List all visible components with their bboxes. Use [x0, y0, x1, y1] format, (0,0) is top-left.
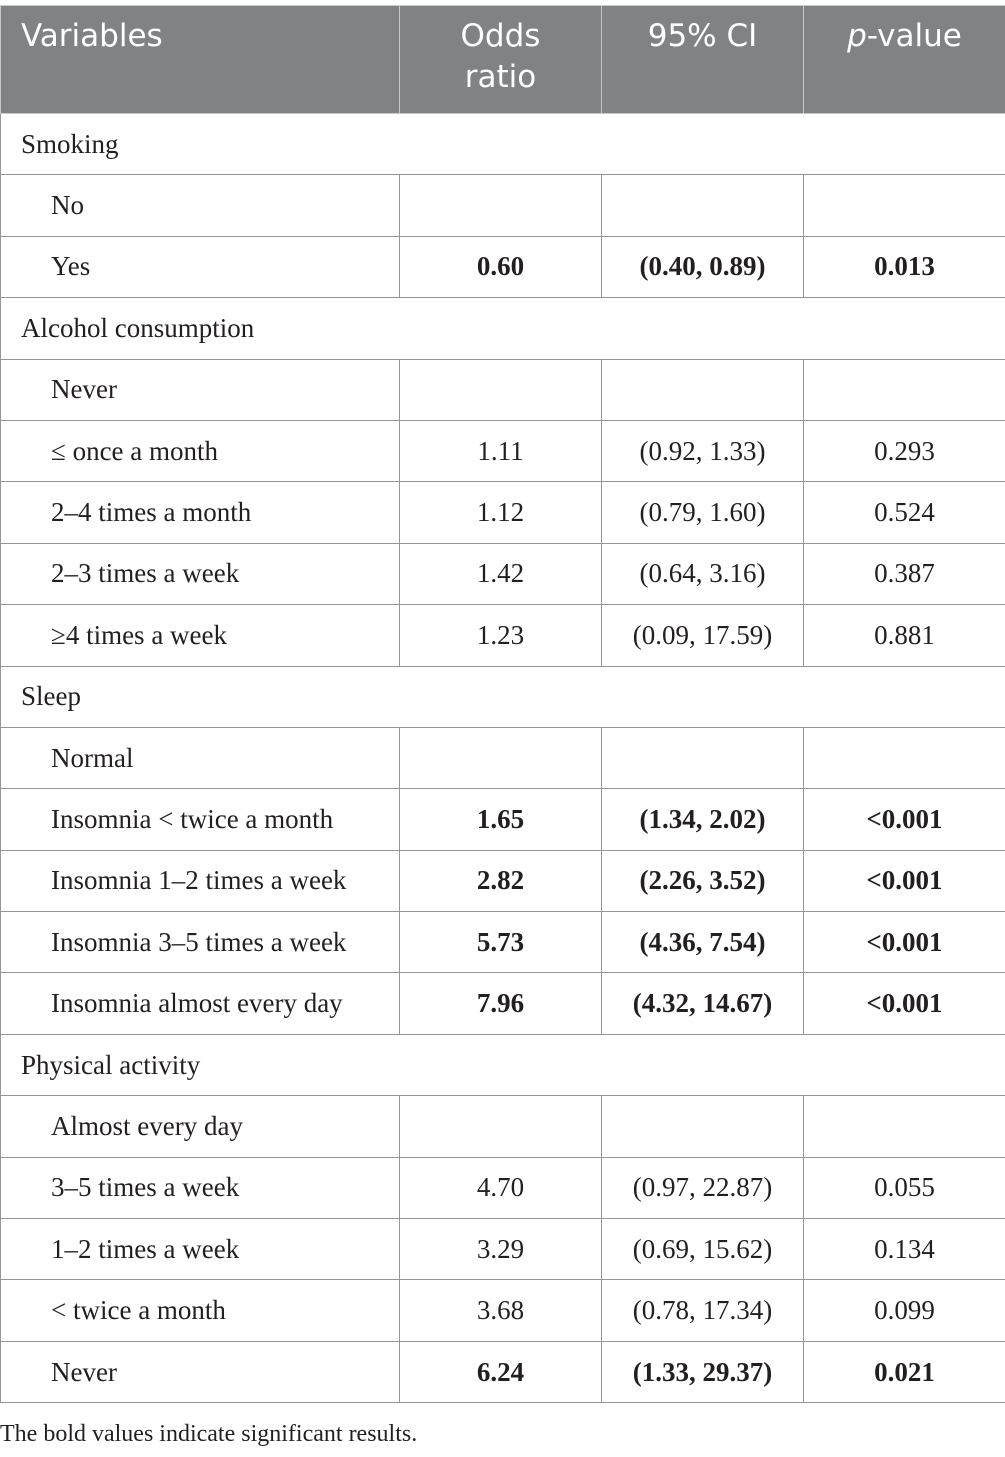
row-label: Never [1, 1341, 400, 1402]
row-label: Normal [1, 727, 400, 788]
odds-ratio-cell [400, 1096, 602, 1157]
ci-cell: (0.69, 15.62) [602, 1219, 804, 1280]
header-p-italic: p [847, 18, 867, 54]
ci-cell: (1.33, 29.37) [602, 1341, 804, 1402]
table-row [1, 1157, 1005, 1218]
p-value-cell: 0.524 [804, 482, 1005, 543]
p-value-cell: 0.387 [804, 543, 1005, 604]
group-row [1, 1034, 1005, 1095]
p-value-cell: 0.881 [804, 605, 1005, 666]
ci-cell: (0.78, 17.34) [602, 1280, 804, 1341]
table-row [1, 973, 1005, 1034]
row-label: 3–5 times a week [1, 1157, 400, 1218]
table-body [1, 114, 1005, 1403]
header-p-rest: -value [866, 18, 962, 54]
table-row [1, 359, 1005, 420]
table-row [1, 912, 1005, 973]
row-label: 1–2 times a week [1, 1219, 400, 1280]
odds-ratio-cell: 1.11 [400, 420, 602, 481]
odds-ratio-cell: 2.82 [400, 850, 602, 911]
ci-cell [602, 359, 804, 420]
table-row [1, 1341, 1005, 1402]
odds-ratio-cell: 1.23 [400, 605, 602, 666]
table-row [1, 1280, 1005, 1341]
table-row [1, 482, 1005, 543]
ci-cell [602, 1096, 804, 1157]
table-row [1, 850, 1005, 911]
p-value-cell: 0.134 [804, 1219, 1005, 1280]
table-row [1, 175, 1005, 236]
table-row [1, 236, 1005, 297]
row-label: Insomnia < twice a month [1, 789, 400, 850]
header-row [1, 6, 1005, 114]
row-label: 2–4 times a month [1, 482, 400, 543]
row-label: ≥4 times a week [1, 605, 400, 666]
group-label: Smoking [1, 114, 1005, 175]
ci-cell [602, 175, 804, 236]
group-row [1, 666, 1005, 727]
odds-ratio-cell: 0.60 [400, 236, 602, 297]
p-value-cell [804, 175, 1005, 236]
group-label: Sleep [1, 666, 1005, 727]
odds-ratio-cell: 3.68 [400, 1280, 602, 1341]
table-row [1, 1096, 1005, 1157]
group-row [1, 114, 1005, 175]
table-header [1, 6, 1005, 114]
row-label: Yes [1, 236, 400, 297]
ci-cell: (4.32, 14.67) [602, 973, 804, 1034]
p-value-cell [804, 1096, 1005, 1157]
table-row [1, 1219, 1005, 1280]
row-label: Insomnia almost every day [1, 973, 400, 1034]
ci-cell: (0.09, 17.59) [602, 605, 804, 666]
table-row [1, 727, 1005, 788]
row-label: < twice a month [1, 1280, 400, 1341]
odds-ratio-cell: 3.29 [400, 1219, 602, 1280]
group-label: Alcohol consumption [1, 298, 1005, 359]
p-value-cell: 0.055 [804, 1157, 1005, 1218]
results-table [0, 5, 1005, 1403]
p-value-cell: <0.001 [804, 789, 1005, 850]
row-label: Never [1, 359, 400, 420]
odds-ratio-cell: 1.65 [400, 789, 602, 850]
row-label: ≤ once a month [1, 420, 400, 481]
ci-cell: (0.97, 22.87) [602, 1157, 804, 1218]
odds-ratio-cell: 6.24 [400, 1341, 602, 1402]
header-ci: 95% CI [602, 6, 804, 114]
table-row [1, 543, 1005, 604]
p-value-cell: 0.013 [804, 236, 1005, 297]
ci-cell [602, 727, 804, 788]
group-label: Physical activity [1, 1034, 1005, 1095]
table-row [1, 605, 1005, 666]
header-odds-ratio-line1: Odds [460, 18, 541, 54]
odds-ratio-cell: 7.96 [400, 973, 602, 1034]
p-value-cell [804, 727, 1005, 788]
header-variables: Variables [1, 6, 400, 114]
header-odds-ratio-line2: ratio [464, 59, 537, 95]
odds-ratio-cell [400, 359, 602, 420]
odds-ratio-cell [400, 175, 602, 236]
ci-cell: (4.36, 7.54) [602, 912, 804, 973]
p-value-cell: <0.001 [804, 850, 1005, 911]
table-footnote: The bold values indicate significant results. [0, 1421, 418, 1447]
p-value-cell: <0.001 [804, 973, 1005, 1034]
header-odds-ratio [400, 6, 602, 114]
row-label: Insomnia 1–2 times a week [1, 850, 400, 911]
p-value-cell [804, 359, 1005, 420]
odds-ratio-cell: 5.73 [400, 912, 602, 973]
ci-cell: (2.26, 3.52) [602, 850, 804, 911]
odds-ratio-cell: 4.70 [400, 1157, 602, 1218]
row-label: No [1, 175, 400, 236]
p-value-cell: 0.293 [804, 420, 1005, 481]
ci-cell: (0.79, 1.60) [602, 482, 804, 543]
header-p-value [804, 6, 1005, 114]
table-row [1, 789, 1005, 850]
row-label: 2–3 times a week [1, 543, 400, 604]
row-label: Insomnia 3–5 times a week [1, 912, 400, 973]
odds-ratio-cell: 1.12 [400, 482, 602, 543]
ci-cell: (0.64, 3.16) [602, 543, 804, 604]
ci-cell: (0.92, 1.33) [602, 420, 804, 481]
ci-cell: (0.40, 0.89) [602, 236, 804, 297]
row-label: Almost every day [1, 1096, 400, 1157]
odds-ratio-cell [400, 727, 602, 788]
p-value-cell: 0.099 [804, 1280, 1005, 1341]
odds-ratio-cell: 1.42 [400, 543, 602, 604]
group-row [1, 298, 1005, 359]
ci-cell: (1.34, 2.02) [602, 789, 804, 850]
p-value-cell: <0.001 [804, 912, 1005, 973]
table-row [1, 420, 1005, 481]
p-value-cell: 0.021 [804, 1341, 1005, 1402]
